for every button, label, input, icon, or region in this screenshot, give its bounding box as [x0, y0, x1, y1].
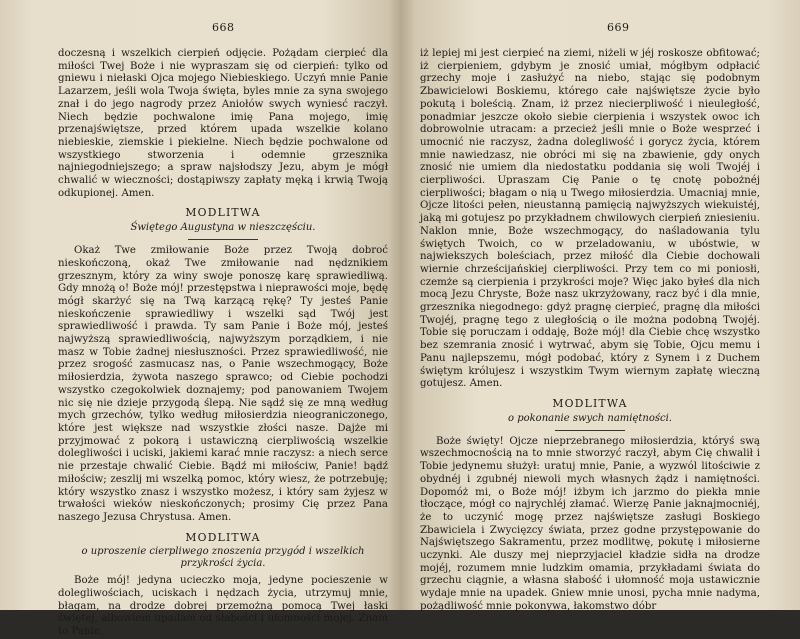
prayer-subtitle	[58, 546, 388, 570]
divider	[188, 239, 258, 240]
paragraph: doczesną i wszelkich cierpień odjęcie. Pożądam cierpieć dla miłości Twej Boże i nie wypraszam się od cierpień: tylko od gniewu i niełaski Ojca mojego Niebieskiego. Uczyń mnie Panie Lazarzem, jeśli wola Twoja święta, byles mnie za syna swojego znał i do jego nagrody przez Aniołów swych wyniesć raczył. Niech będzie pochwalone imię Pana mojego, imię przenajświętsze, przed którem upada wszelkie kolano niebieskie, ziemskie i piekielne. Niech będzie pochwalone od wszystkiego stworzenia i odemnie grzesznika najniegodniejszego; a spraw najsłodszy Jezu, abym je mógł chwalić w wieczności; dostąpiwszy zapłaty męką i krwią Twoją odkupionej. Amen.	[58, 48, 388, 199]
left-page	[0, 0, 400, 638]
page-text	[420, 48, 760, 614]
prayer-subtitle: Świętego Augustyna w nieszczęściu.	[130, 222, 316, 234]
paragraph: iż lepiej mi jest cierpieć na ziemi, niżeli w jéj roskosze obfitować; iż cierpieniem, gdybym je znosić umiał, mógłbym odpłacić grzechy moje i zasłużyć na niebo, stając się podobnym Zbawicielowi Boskiemu, którego całe najświętsze życie było pokutą i boleścią. Znam, iż przez niecierpliwość i nieuległość, ponadmiar jeszcze około siebie cierpienia i wszystek owoc ich dobrowolnie utracam: a przecież jeśli mnie o Boże wesprzeć i umocnić nie raczysz, żadna dolegliwość i gorycz życia, którem mnie nawiedzasz, nie obróci mi się na zbawienie, gdy onych znosić nie umiem dla niedostatku poddania się woli Twojéj i cierpliwości. Upraszam Cię Panie o tę cnotę pobożnéj cierpliwości; błagam o nią u Twego miłosierdzia. Umacniaj mnie, Ojcze litości pełen, nieustanną pamięcią najwyższych wiekuistéj, jaką mi gotujesz po przykładnem chwilowych cierpień zniesieniu. Naklon mnie, Boże wszechmogący, do naśladowania tylu świętych Twoich, co w przeladowaniu, w ubóstwie, w najwiekszych boleściach, przez miłość dla Ciebie dochowali wiernie chrześcijańskiej cierpliwości. Przy tem co mi poniosłi, czemże są cierpienia i przykrości moje? Więc jako byłeś dla nich mocą Jezu Chryste, Boże nasz ukrzyżowany, racz być i dla mnie, grzesznika niegodnego: gdyż pragnę cierpieć, pragnę dla miłości Twojéj, pragnę tego z uległością o ile można podobną Twojéj. Tobie się poruczam i oddaję, Boże mój! dla Ciebie chcę wszystko bez szemrania znosić i wytrwać, abym się Tobie, Ojcu memu i Panu najlepszemu, mógł podobać, który z Synem i z Duchem świętym królujesz i wszystkim Twym wiernym zapłatę wieczną gotujesz. Amen.	[420, 48, 760, 390]
prayer-heading: MODLITWA	[185, 206, 261, 220]
page-number: 669	[607, 21, 630, 34]
divider	[555, 430, 625, 431]
paragraph: Boże święty! Ojcze nieprzebranego miłosierdzia, któryś swą wszechmocnością na to mnie stworzyć raczył, abym Cię chwalił i Tobie jedynemu służył: uratuj mnie, Panie, a wyzwól litościwie z obydnéj i zgubnéj niewoli mych własnych żądz i namiętności. Dopomóż mi, o Boże mój! iżbym ich jarzmo do piekła mnie tłoczące, mógł co najrychléj złamać. Wierzę Panie jaknajmocniéj, że to uczynić mogę przez najświętsze zasługi Boskiego Zbawiciela i Zwycięzcy świata, przez godne przystępowanie do Najświętszego Sakramentu, przez modlitwę, pokutę i miłosierne uczynki. Ale duszy mej nieprzyjaciel kładzie sidła na drodze mojéj, rozumem mnie ludzkim omamia, przykładami świata do grzechu ciągnie, a własna słabość i ułomność moja ustawicznie wydaje mnie na upadek. Gniew mnie unosi, pycha mnie nadyma, pożądliwość mnie pokonywa, łakomstwo dóbr	[420, 435, 760, 612]
paragraph: Okaż Twe zmiłowanie Boże przez Twoją dobroć nieskończoną, okaż Twe zmiłowanie nad nędznikiem grzesznym, który za winy swoje ponoszę karę sprawiedliwą. Gdy mnożą o! Boże mój! przestępstwa i nieprawości moje, będę mógł skarżyć się na Twą karzącą rękę? Ty jesteś Panie nieskończenie sprawiedliwy i wszelki sąd Twój jest sprawiedliwość i prawda. Ty sam Panie i Boże mój, jesteś najwyższą sprawiedliwością, najwyższym porządkiem, i nie masz w Tobie żadnej niesłuszności. Przez sprawiedliwość, nie przez srogość zasmucasz nas, o Panie wszechmogący, Boże miłosierdzia, żywota naszego sprawco; od Ciebie pochodzi wszystko czegokolwiek doznajemy; pod panowaniem Twojem nic się nie dzieje przygodą ślepą. Nie sądź się ze mną według mych grzechów, tylko według miłosierdzia nieograniczonego, które jest większe nad wszystkie złości nasze. Dajże mi przyjmować z pokorą i ustawiczną cierpliwością wszelkie dolegliwości i uciski, jakiemi karać mnie raczysz: a niech serce nie przestaje chwalić Ciebie. Bądź mi miłościw, Panie! bądź miłościw; zeszlij mi wszelką pomoc, który wiesz, że potrzebuję; który wszystko znasz i wszystko możesz, i który sam żyjesz w trwałości wieków nieskończonych; prosimy Cię przez Pana naszego Jezusa Chrystusa. Amen.	[58, 245, 388, 523]
prayer-heading: MODLITWA	[552, 396, 628, 410]
prayer-subtitle-line: o uproszenie cierpliwego znoszenia przygód i wszelkich	[81, 546, 365, 558]
paragraph: Boże mój! jedyna ucieczko moja, jedyne pocieszenie w dolegliwościach, uciskach i nędzach życia, utrzymuj mnie, błagam, na drodze dobrej przemożną pomocą Twej łaski świętej, albowiem upadam od słabości i ułomności mojej. Znam to Panie,	[58, 575, 388, 638]
prayer-subtitle: o pokonanie swych namiętności.	[508, 412, 672, 424]
prayer-subtitle-line: przykrości życia.	[180, 558, 266, 570]
right-page	[400, 0, 800, 610]
prayer-heading: MODLITWA	[185, 530, 261, 544]
page-text	[58, 48, 388, 639]
page-number: 668	[212, 21, 235, 34]
